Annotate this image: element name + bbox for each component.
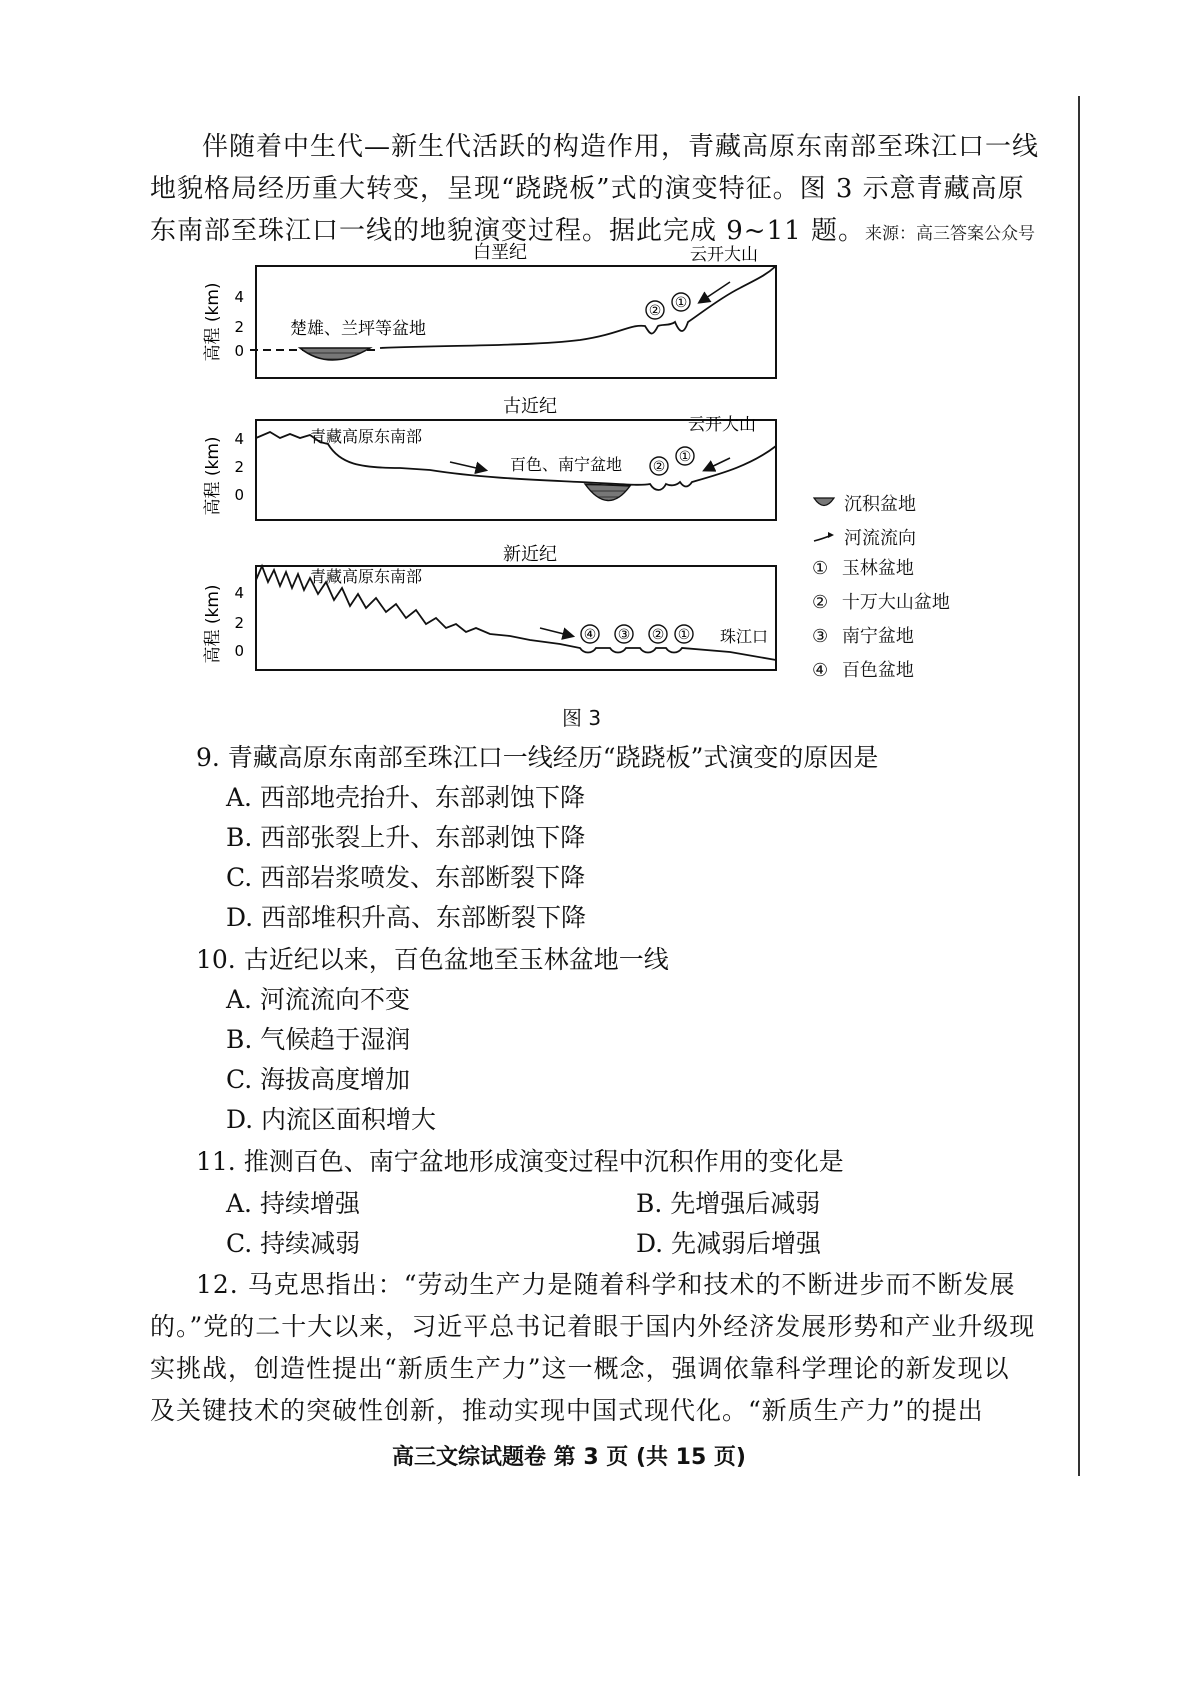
question-11-option-a: A. 持续增强 [226,1189,360,1218]
panel-1-basin-label: 楚雄、兰坪等盆地 [290,319,426,339]
panel-3-tick-2: 2 [234,614,244,632]
question-9-option-d: D. 西部堆积升高、东部断裂下降 [226,903,587,932]
panel-2-basin-label: 百色、南宁盆地 [510,455,623,474]
circled-1-icon: ① [812,558,829,579]
panel-1-title: 白垩纪 [473,242,527,263]
panel-neogene [203,544,776,670]
question-11-option-b: B. 先增强后减弱 [636,1189,821,1218]
legend-river: 河流流向 [812,520,1032,554]
panel-3-circled-1: ① [677,627,691,643]
panel-3-tick-4: 4 [234,584,244,602]
river-arrow-icon [812,529,836,545]
panel-3-tick-0: 0 [234,642,244,660]
panel-3-ylabel: 高程 (km) [203,584,223,664]
legend-shiwandashan: ② 十万大山盆地 [812,592,950,613]
circled-4-icon: ④ [812,660,829,681]
legend-baise: ④ 百色盆地 [812,660,914,681]
intro-line-1: 伴随着中生代—新生代活跃的构造作用，青藏高原东南部至珠江口一线 [202,132,1040,162]
panel-2-tick-4: 4 [234,430,244,448]
question-12-line-1: 12. 马克思指出：“劳动生产力是随着科学和技术的不断进步而不断发展 [196,1270,1016,1299]
figure-caption: 图 3 [562,706,602,730]
question-11-stem: 11. 推测百色、南宁盆地形成演变过程中沉积作用的变化是 [196,1147,844,1176]
question-11-option-d: D. 先减弱后增强 [636,1229,822,1258]
panel-3-circled-2: ② [651,627,665,643]
question-9-option-b: B. 西部张裂上升、东部剥蚀下降 [226,823,586,852]
question-12-passage [150,1264,1050,1432]
question-10-option-d: D. 内流区面积增大 [226,1105,437,1134]
panel-3-mouth-label: 珠江口 [720,627,769,646]
panel-1-tick-4: 4 [234,288,244,306]
circled-2-icon: ② [812,592,829,613]
question-12-line-3: 实挑战，创造性提出“新质生产力”这一概念，强调依靠科学理论的新发现以 [150,1354,1010,1383]
circled-3-icon: ③ [812,626,829,647]
panel-1-sediment-basin [300,348,370,360]
panel-3-river-arrow [540,628,572,636]
panel-2-plateau-label: 青藏高原东南部 [310,427,423,446]
page-margin-rule [1078,96,1080,1476]
panel-2-mountain-label: 云开大山 [688,415,756,435]
panel-2-river-arrow-west [450,462,485,470]
question-9-option-a: A. 西部地壳抬升、东部剥蚀下降 [226,783,585,812]
question-9-stem: 9. 青藏高原东南部至珠江口一线经历“跷跷板”式演变的原因是 [196,743,879,772]
question-12-line-2: 的。”党的二十大以来，习近平总书记着眼于国内外经济发展形势和产业升级现 [150,1312,1036,1341]
question-11-option-c: C. 持续减弱 [226,1229,361,1258]
legend-nanning: ③ 南宁盆地 [812,626,914,647]
question-10-stem: 10. 古近纪以来，百色盆地至玉林盆地一线 [196,945,669,974]
panel-2-title: 古近纪 [503,396,557,417]
figure-legend [812,486,1032,690]
legend-yulin: ① 玉林盆地 [812,558,914,579]
panel-1-terrain [380,266,776,348]
panel-2-tick-0: 0 [234,486,244,504]
page-footer: 高三文综试题卷 第 3 页 (共 15 页) [392,1445,746,1470]
panel-1-river-arrow [700,282,730,302]
source-note: 来源：高三答案公众号 [864,224,1035,244]
legend-sediment: 沉积盆地 [812,486,1032,520]
panel-2-circled-1: ① [678,449,692,465]
panel-1-tick-0: 0 [234,342,244,360]
question-10-option-c: C. 海拔高度增加 [226,1065,411,1094]
question-10-option-b: B. 气候趋于湿润 [226,1025,411,1054]
question-9-option-c: C. 西部岩浆喷发、东部断裂下降 [226,863,586,892]
panel-3-plateau-label: 青藏高原东南部 [310,567,423,586]
panel-cretaceous [203,242,776,378]
panel-paleogene [203,396,776,520]
panel-2-sediment-basin [585,484,630,501]
panel-3-circled-4: ④ [583,627,597,643]
intro-line-3: 东南部至珠江口一线的地貌演变过程。据此完成 9~11 题。 [150,216,865,246]
sediment-basin-icon [812,495,836,511]
panel-2-circled-2: ② [652,459,666,475]
question-12-line-4: 及关键技术的突破性创新，推动实现中国式现代化。“新质生产力”的提出 [150,1396,984,1425]
intro-line-2: 地貌格局经历重大转变，呈现“跷跷板”式的演变特征。图 3 示意青藏高原 [150,174,1025,204]
panel-1-circled-1: ① [674,295,688,311]
figure-3-diagram [200,230,800,690]
panel-3-circled-3: ③ [617,627,631,643]
panel-1-circled-2: ② [648,303,662,319]
panel-1-mountain-label: 云开大山 [690,245,758,265]
question-10-option-a: A. 河流流向不变 [226,985,410,1014]
panel-1-tick-2: 2 [234,318,244,336]
panel-1-ylabel: 高程 (km) [203,282,223,362]
panel-3-title: 新近纪 [503,544,557,565]
panel-2-tick-2: 2 [234,458,244,476]
panel-2-river-arrow-east [705,458,730,470]
panel-2-ylabel: 高程 (km) [203,436,223,516]
